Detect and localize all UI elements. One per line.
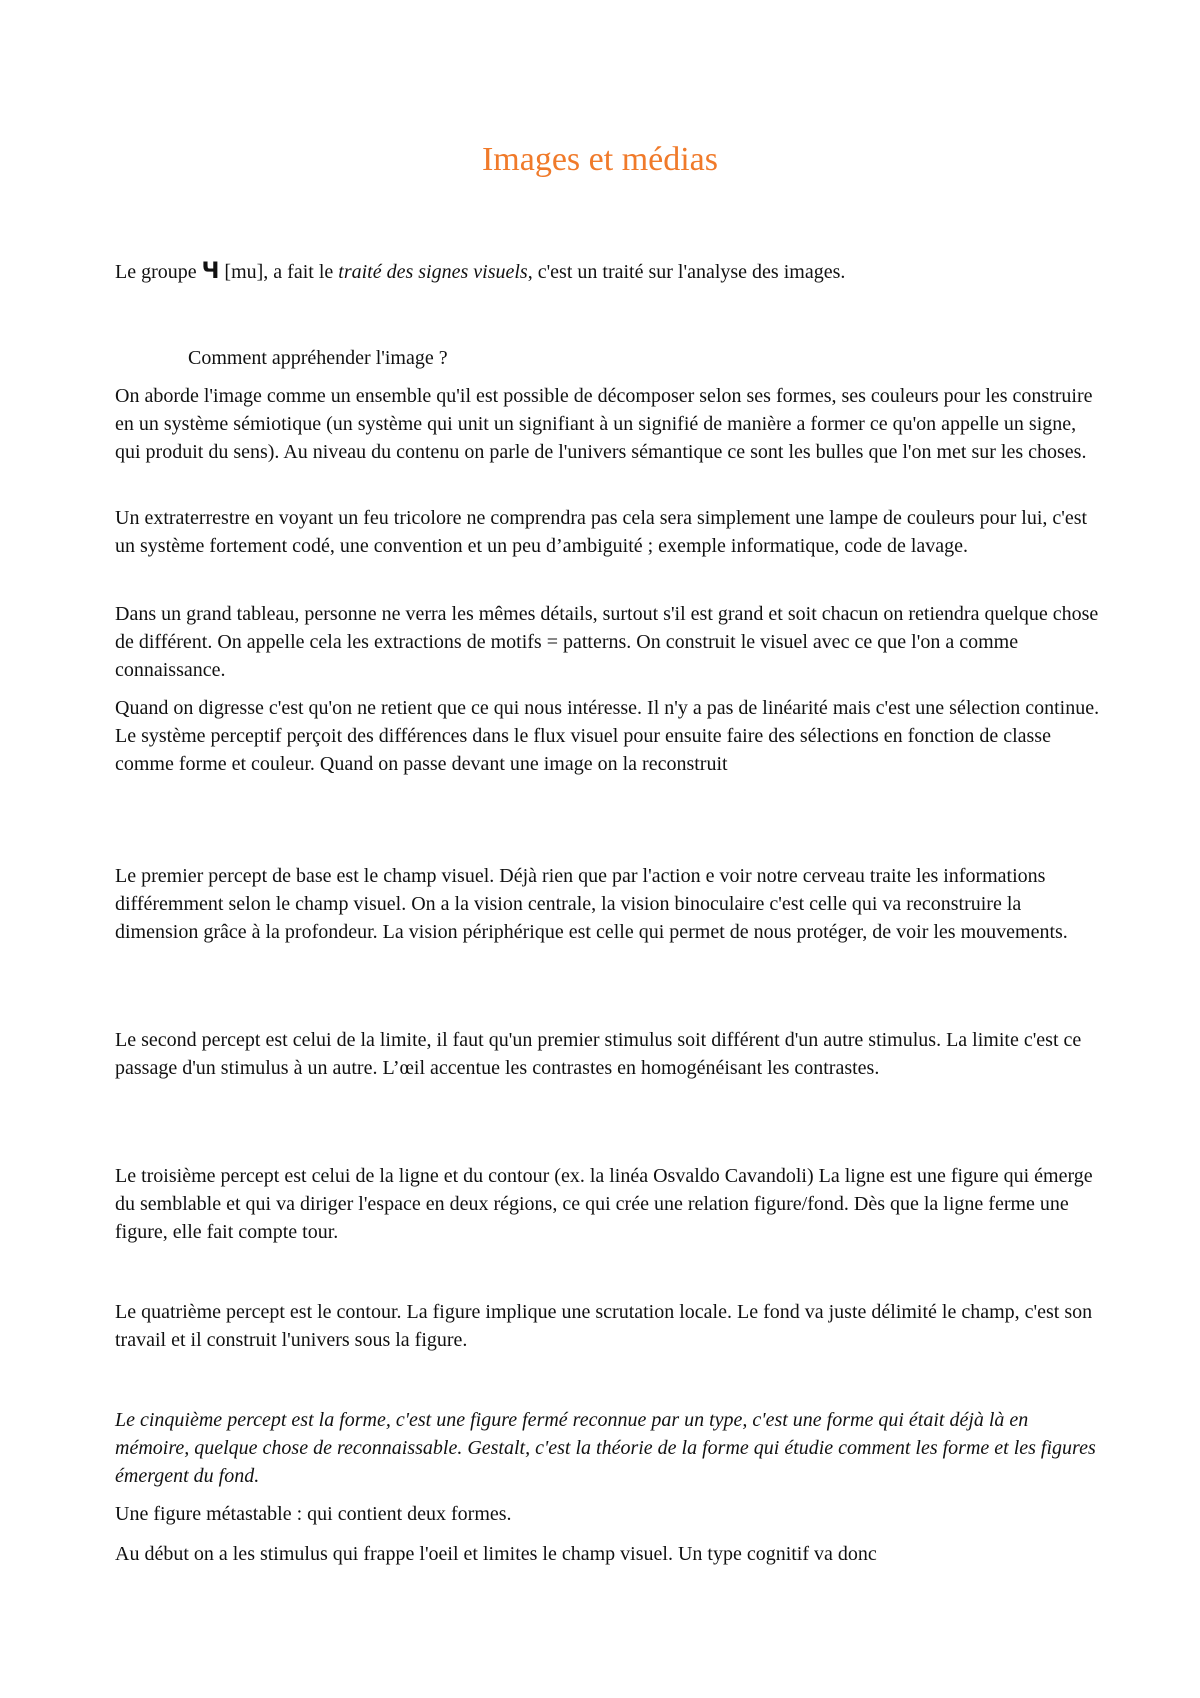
intro-text-1: Le groupe: [115, 261, 202, 283]
intro-italic-title: traité des signes visuels: [338, 261, 528, 283]
paragraph-11: Au début on a les stimulus qui frappe l'oeil et limites le champ visuel. Un type cognitif va donc: [115, 1543, 877, 1565]
paragraph-4: Quand on digresse c'est qu'on ne retient que ce qui nous intéresse. Il n'y a pas de linéarité mais c'est une sélection continue. Le système perceptif perçoit des différences dans le flux visuel pour ensuite faire des sélections en fonction de classe comme forme et couleur. Quand on passe devant une image on la reconstruit: [115, 697, 1100, 775]
intro-paragraph: [115, 258, 1100, 286]
intro-text-2: [mu], a fait le: [219, 261, 339, 283]
section-question: Comment appréhender l'image ?: [188, 347, 448, 369]
paragraph-2: Un extraterrestre en voyant un feu tricolore ne comprendra pas cela sera simplement une lampe de couleurs pour lui, c'est un système fortement codé, une convention et un peu d’ambiguité ; exemple informatique, code de lavage.: [115, 507, 1088, 557]
paragraph-7: Le troisième percept est celui de la ligne et du contour (ex. la linéa Osvaldo Cavandoli) La ligne est une figure qui émerge du semblable et qui va diriger l'espace en deux régions, ce qui crée une relation figure/fond. Dès que la ligne ferme une figure, elle fait compte tour.: [115, 1165, 1093, 1243]
paragraph-10: Une figure métastable : qui contient deux formes.: [115, 1503, 512, 1525]
paragraph-3: Dans un grand tableau, personne ne verra les mêmes détails, surtout s'il est grand et soit chacun on retiendra quelque chose de différent. On appelle cela les extractions de motifs = patterns. On construit le visuel avec ce que l'on a comme connaissance.: [115, 603, 1099, 681]
paragraph-6: Le second percept est celui de la limite, il faut qu'un premier stimulus soit différent d'un autre stimulus. La limite c'est ce passage d'un stimulus à un autre. L’œil accentue les contrastes en homogénéisant les contrastes.: [115, 1029, 1082, 1079]
paragraph-1: On aborde l'image comme un ensemble qu'il est possible de décomposer selon ses formes, ses couleurs pour les construire en un système sémiotique (un système qui unit un signifiant à un signifié de manière a former ce qu'on appelle un signe, qui produit du sens). Au niveau du contenu on parle de l'univers sémantique ce sont les bulles que l'on met sur les choses.: [115, 385, 1093, 463]
paragraph-8: Le quatrième percept est le contour. La figure implique une scrutation locale. Le fond va juste délimité le champ, c'est son travail et il construit l'univers sous la figure.: [115, 1301, 1093, 1351]
paragraph-5: Le premier percept de base est le champ visuel. Déjà rien que par l'action e voir notre cerveau traite les informations différemment selon le champ visuel. On a la vision centrale, la vision binoculaire c'est celle qui va reconstruire la dimension grâce à la profondeur. La vision périphérique est celle qui permet de nous protéger, de voir les mouvements.: [115, 865, 1068, 943]
intro-text-3: , c'est un traité sur l'analyse des images.: [527, 261, 846, 283]
mu-symbol: Ɥ: [201, 259, 220, 284]
page-title: Images et médias: [481, 141, 719, 178]
paragraph-9: Le cinquième percept est la forme, c'est une figure fermé reconnue par un type, c'est une forme qui était déjà là en mémoire, quelque chose de reconnaissable. Gestalt, c'est la théorie de la forme qui étudie comment les forme et les figures émergent du fond.: [115, 1409, 1096, 1487]
